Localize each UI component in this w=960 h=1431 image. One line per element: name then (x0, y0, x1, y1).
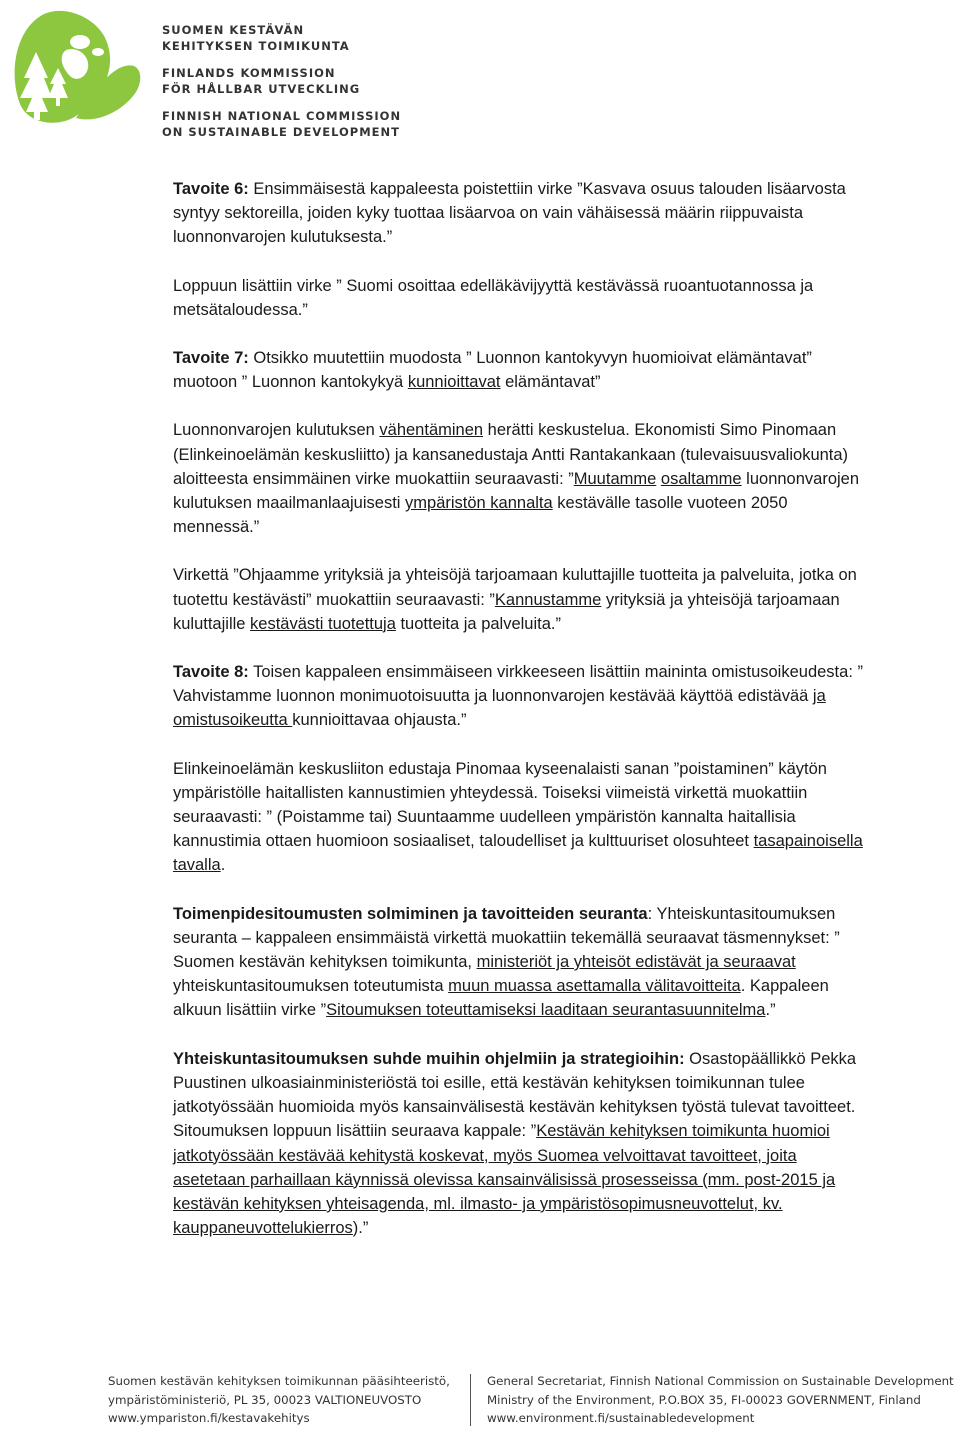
org-line-en-2: ON SUSTAINABLE DEVELOPMENT (162, 125, 400, 139)
heading-seuranta: Toimenpidesitoumusten solmiminen ja tavoitteiden seuranta (173, 904, 648, 923)
org-line-fi-1: SUOMEN KESTÄVÄN (162, 23, 305, 37)
underlined-change: osaltamme (660, 469, 742, 488)
paragraph-kannustimet: Elinkeinoelämän keskusliiton edustaja Pinomaa kyseenalaisti sanan ”poistaminen” käytön ympäristölle haitallisten kannustimien yhteydessä. Toiseksi viimeistä virkettä muokattiin seuraavasti: ” (Poistamme tai) Suuntaamme uudelleen ympäristön kannalta haitallisia kannustimia ottaen huomioon sosiaaliset, taloudelliset ja kulttuuriset olosuhteet tasapainoisella tavalla. (173, 759, 863, 875)
paragraph-tavoite-6-addition: Loppuun lisättiin virke ” Suomi osoittaa edelläkävijyyttä kestävässä ruoantuotannossa ja metsätaloudessa.” (173, 276, 814, 319)
footer-divider (470, 1374, 471, 1426)
paragraph-strategiat: Yhteiskuntasitoumuksen suhde muihin ohjelmiin ja strategioihin: Osastopäällikkö Pekka Puustinen ulkoasiainministeriöstä toi esille, että kestävän kehityksen toimikunnan tulee jatkotyössään huomioida myös kansainvälisestä kestävän kehityksen työstä tulevat tavoitteet. Sitoumuksen loppuun lisättiin seuraava kappale: ”Kestävän kehityksen toimikunta huomioi jatkotyössään kestävää kehitystä koskevat, myös Suomea velvoittavat tavoitteet, joita asetetaan parhaillaan käynnissä olevissa kansainvälisissä prosesseissa (mm. post-2015 ja kestävän kehityksen yhteisagenda, ml. ilmasto- ja ympäristösopimusneuvottelut, kv. kauppaneuvottelukierros).” (173, 1049, 857, 1238)
underlined-change: vähentäminen (379, 421, 484, 440)
underlined-change: Muutamme (573, 469, 657, 488)
underlined-change: ja omistusoikeutta (173, 687, 826, 730)
underlined-change: kunnioittavat (407, 373, 501, 392)
org-line-en-1: FINNISH NATIONAL COMMISSION (162, 109, 402, 123)
commission-logo (6, 6, 154, 139)
underlined-change: tasapainoisella tavalla (173, 832, 863, 875)
paragraph-luonnonvarat: Luonnonvarojen kulutuksen vähentäminen herätti keskustelua. Ekonomisti Simo Pinomaan (Elinkeinoelämän keskusliitto) ja kansanedustaja Antti Rantakankaan (tulevaisuusvaliokunta) aloitteesta ensimmäinen virke muokattiin seuraavasti: ”Muutamme osaltamme luonnonvarojen kulutuksen maailmanlaajuisesti ympäristön kannalta kestävälle tasolle vuoteen 2050 mennessä.” (173, 421, 860, 537)
heading-tavoite-6: Tavoite 6: (173, 180, 249, 198)
paragraph-yritykset: Virkettä ”Ohjaamme yrityksiä ja yhteisöjä tarjoamaan kuluttajille tuotteita ja palveluita, jotka on tuotettu kestävästi” muokattiin seuraavasti: ”Kannustamme yrityksiä ja yhteisöjä tarjoamaan kuluttajille kestävästi tuotettuja tuotteita ja palveluita.” (173, 566, 857, 633)
tree-leaf-logo-icon (6, 6, 154, 134)
heading-strategiat: Yhteiskuntasitoumuksen suhde muihin ohjelmiin ja strategioihin: (173, 1049, 685, 1068)
footer-link-en[interactable]: www.environment.fi/sustainabledevelopment (487, 1411, 755, 1425)
page-footer (0, 1372, 960, 1431)
underlined-change: Kannustamme (494, 590, 602, 609)
footer-link-fi[interactable]: www.ympariston.fi/kestavakehitys (108, 1411, 310, 1425)
underlined-change: ympäristön kannalta (405, 494, 553, 513)
footer-address-en: General Secretariat, Finnish National Commission on Sustainable Development Ministry of the Environment, P.O.BOX 35, FI-00023 GOVERNMENT, Finland www.environment.fi/sustainabledevelopment (487, 1372, 954, 1428)
paragraph-tavoite-6: Tavoite 6: Ensimmäisestä kappaleesta poistettiin virke ”Kasvava osuus talouden lisäarvosta syntyy sektoreilla, joiden kyky tuottaa lisäarvoa on vain vähäisessä määrin riippuvaista luonnonvarojen kulutuksesta.” (173, 180, 846, 247)
underlined-change: muun muassa asettamalla välitavoitteita (448, 977, 741, 996)
heading-tavoite-8: Tavoite 8: (173, 663, 249, 682)
paragraph-seuranta: Toimenpidesitoumusten solmiminen ja tavoitteiden seuranta: Yhteiskuntasitoumuksen seuranta – kappaleen ensimmäistä virkettä muokattiin tekemällä seuraavat täsmennykset: ” Suomen kestävän kehityksen toimikunta, ministeriöt ja yhteisöt edistävät ja seuraavat yhteiskuntasitoumuksen toteutumista muun muassa asettamalla välitavoitteita. Kappaleen alkuun lisättiin virke ”Sitoumuksen toteuttamiseksi laaditaan seurantasuunnitelma.” (173, 904, 840, 1020)
paragraph-tavoite-7: Tavoite 7: Otsikko muutettiin muodosta ” Luonnon kantokyvyn huomioivat elämäntavat” muotoon ” Luonnon kantokykyä kunnioittavat elämäntavat” (173, 349, 812, 392)
underlined-change: Sitoumuksen toteuttamiseksi laaditaan seurantasuunnitelma (326, 1001, 766, 1020)
underlined-change: Kestävän kehityksen toimikunta huomioi jatkotyössään kestävää kehitystä koskevat, myös Suomea velvoittavat tavoitteet, joita asetetaan parhaillaan käynnissä olevissa kansainvälisissä prosesseissa (mm. post-2015 ja kestävän kehityksen yhteisagenda, ml. ilmasto- ja ympäristösopimusneuvottelut, kv. kauppaneuvottelukierros (173, 1122, 836, 1238)
paragraph-tavoite-8: Tavoite 8: Toisen kappaleen ensimmäiseen virkkeeseen lisättiin maininta omistusoikeudesta: ” Vahvistamme luonnon monimuotoisuutta ja luonnonvarojen kestävää käyttöä edistävää ja omistusoikeutta kunnioittavaa ohjausta.” (173, 663, 863, 730)
org-line-sv-2: FÖR HÅLLBAR UTVECKLING (162, 82, 361, 96)
underlined-change: kestävästi tuotettuja (250, 614, 396, 633)
org-line-fi-2: KEHITYKSEN TOIMIKUNTA (162, 39, 350, 53)
heading-tavoite-7: Tavoite 7: (173, 349, 249, 368)
footer-address-fi: Suomen kestävän kehityksen toimikunnan pääsihteeristö, ympäristöministeriö, PL 35, 00023 VALTIONEUVOSTO www.ympariston.fi/kestavakehitys (108, 1372, 450, 1428)
underlined-change: ministeriöt ja yhteisöt edistävät ja seuraavat (476, 953, 796, 972)
org-line-sv-1: FINLANDS KOMMISSION (162, 66, 336, 80)
organization-name (162, 22, 401, 140)
document-body (173, 177, 873, 1264)
